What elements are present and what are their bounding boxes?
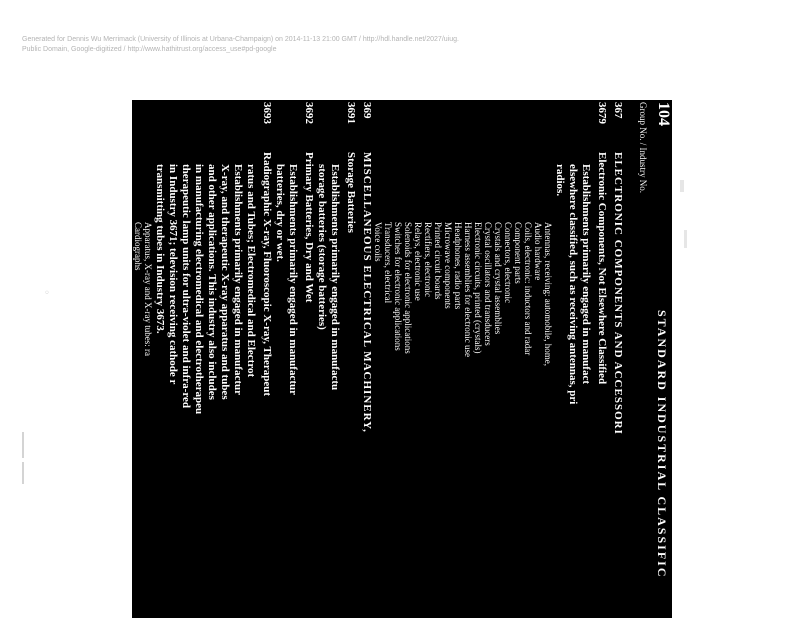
line-text: Harness assemblies for electronic use xyxy=(463,222,473,357)
line-text: in Industry 3671; television receiving cathode r xyxy=(167,164,179,385)
industry-code: 367 xyxy=(612,102,624,119)
line-text: Electronic circuits, printed (crystals) xyxy=(473,222,483,354)
industry-code: 369 xyxy=(361,102,373,119)
line-text: Connectors, electronic xyxy=(503,222,513,303)
line-text: transmitting tubes in Industry 3673. xyxy=(154,164,166,334)
line-text: MISCELLANEOUS ELECTRICAL MACHINERY, xyxy=(361,152,373,433)
line-text: Crystals and crystal assemblies xyxy=(493,222,503,335)
header-line-1: Generated for Dennis Wu Merrimack (University of Illinois at Urbana-Champaign) on 2014-11-13 21:00 GMT / http://hdl.handle.net/2027/uiug. xyxy=(22,36,459,43)
line-text: Radiographic X-ray, Fluoroscopic X-ray, Therapeut xyxy=(261,152,273,397)
line-text: Voice coils xyxy=(373,222,383,262)
industry-code: 3693 xyxy=(261,102,273,124)
running-head: STANDARD INDUSTRIAL CLASSIFIC xyxy=(655,310,669,579)
line-text: Rectifiers, electronic xyxy=(423,222,433,297)
line-text: Microwave components xyxy=(443,222,453,309)
page-header xyxy=(22,35,492,55)
line-text: Audio hardware xyxy=(533,222,543,281)
line-text: Printed circuit boards xyxy=(433,222,443,300)
margin-mark xyxy=(22,432,24,458)
header-line-2: Public Domain, Google-digitized / http://www.hathitrust.org/access_use#pd-google xyxy=(22,46,277,53)
line-text: Primary Batteries, Dry and Wet xyxy=(303,152,315,303)
page-number: 104 xyxy=(655,102,672,126)
line-text: Establishments primarily engaged in manufactur xyxy=(232,164,244,396)
line-text: Transducers, electrical xyxy=(383,222,393,304)
line-text: storage batteries (storage batteries) xyxy=(316,164,328,330)
line-text: Lamps, X-ray xyxy=(93,222,103,272)
line-text: Storage Batteries xyxy=(345,152,357,233)
line-text: Crystal oscillators and transducers xyxy=(483,222,493,346)
line-text: Cardiographs xyxy=(133,222,143,271)
industry-code: 3692 xyxy=(303,102,315,124)
line-text: and other applications. This industry also includes xyxy=(206,164,218,400)
industry-code: 3679 xyxy=(596,102,608,124)
line-text: therapeutic lamp units for ultra-violet and infra-red xyxy=(180,164,192,409)
line-text: X-ray, and therapeutic X-ray apparatus and tubes xyxy=(219,164,231,400)
line-text: Antennas, receiving: automobile, home, xyxy=(543,222,553,366)
line-text: batteries, dry or wet. xyxy=(274,164,286,262)
line-text: Electronic Components, Not Elsewhere Classified xyxy=(596,152,608,385)
line-text: Apparatus, X-ray and X-ray tubes: ra xyxy=(143,222,153,356)
line-text: Component parts xyxy=(513,222,523,284)
line-text: Electrotherapeutic apparatus xyxy=(113,222,123,325)
page-content xyxy=(93,100,672,618)
line-text: ELECTRONIC COMPONENTS AND ACCESSORI xyxy=(612,152,624,435)
line-text: Solenoids for electronic applications xyxy=(403,222,413,354)
margin-mark xyxy=(680,180,684,192)
line-text: Relays, electronic use xyxy=(413,222,423,301)
line-text: Electromedical apparatus xyxy=(123,222,133,314)
column-header: Group No. / Industry No. xyxy=(638,102,648,193)
line-text: Establishments primarily engaged in manufactu xyxy=(329,164,341,391)
line-text: Establishments primarily engaged in manufact xyxy=(580,164,592,385)
line-text: ratus and Tubes; Electromedical and Electrot xyxy=(245,164,257,378)
scanned-page xyxy=(93,100,672,618)
industry-code: 3691 xyxy=(345,102,357,124)
line-text: Establishments primarily engaged in manufactur xyxy=(287,164,299,396)
line-text: in manufacturing electromedical and electrotherapeu xyxy=(193,164,205,415)
line-text: Fluoroscopic X-ray apparatus xyxy=(103,222,113,329)
line-text: elsewhere classified, such as receiving antennas, pri xyxy=(567,164,579,405)
margin-speck: ◦ xyxy=(44,288,50,299)
line-text: radios. xyxy=(554,164,566,197)
line-text: Headphones, radio parts xyxy=(453,222,463,310)
line-text: Coils, electronic: inductors and radar xyxy=(523,222,533,356)
margin-mark xyxy=(22,462,24,484)
margin-mark xyxy=(684,230,687,248)
line-text: Switches for electronic applications xyxy=(393,222,403,351)
